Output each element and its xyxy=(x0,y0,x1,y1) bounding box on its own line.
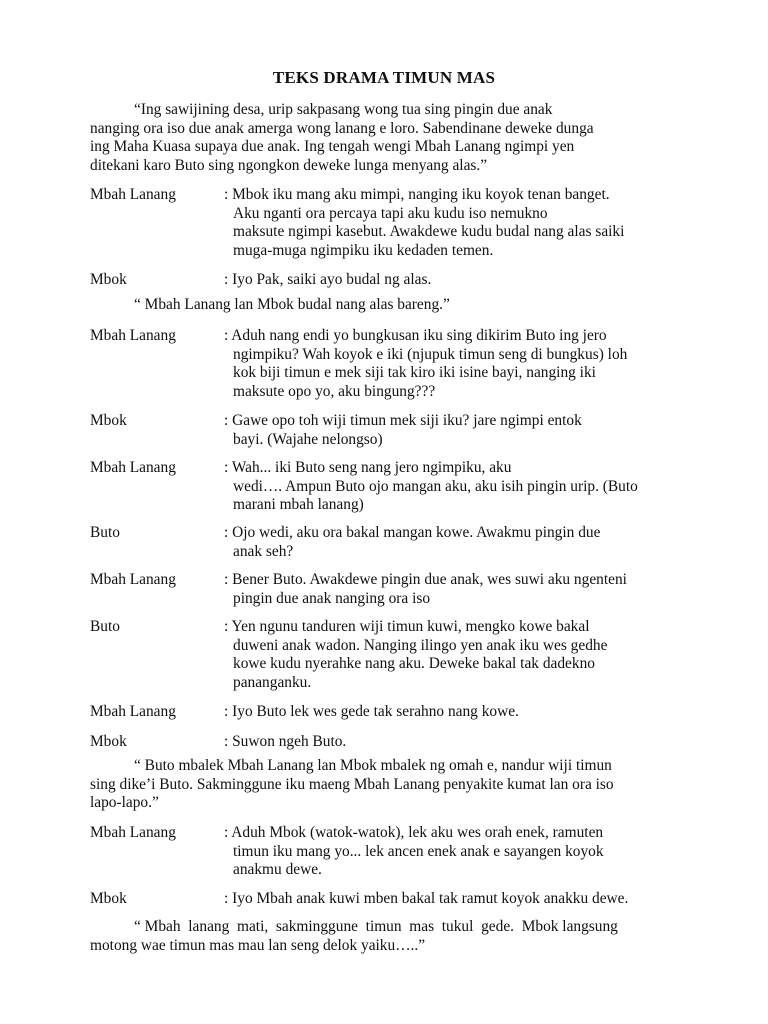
dialog-line: pananganku. xyxy=(233,673,312,691)
dialog-line: : Gawe opo toh wiji timun mek siji iku? jare ngimpi entok xyxy=(224,412,582,429)
speaker-name: Mbah Lanang xyxy=(90,327,176,344)
dialog-text xyxy=(224,890,700,909)
dialog-line: : Aduh nang endi yo bungkusan iku sing dikirim Buto ing jero xyxy=(224,327,607,344)
dialog-text xyxy=(224,412,700,449)
narration-block xyxy=(90,101,697,175)
narration-line: “Ing sawijining desa, urip sakpasang wong tua sing pingin due anak xyxy=(134,101,553,118)
speaker-name: Mbah Lanang xyxy=(90,824,176,841)
dialog-line: : Iyo Mbah anak kuwi mben bakal tak ramut koyok anakku dewe. xyxy=(224,890,629,907)
speaker-name: Mbah Lanang xyxy=(90,459,176,476)
dialog-entry xyxy=(90,459,700,515)
narration-block xyxy=(90,296,697,315)
dialog-text xyxy=(224,703,700,722)
narration-block xyxy=(90,757,697,813)
dialog-line: anakmu dewe. xyxy=(233,861,322,879)
dialog-line: : Suwon ngeh Buto. xyxy=(224,733,347,750)
speaker-name: Mbah Lanang xyxy=(90,703,176,720)
dialog-line: anak seh? xyxy=(233,542,294,560)
dialog-text xyxy=(224,824,700,880)
speaker-name: Mbok xyxy=(90,412,127,429)
dialog-line: duweni anak wadon. Nanging ilingo yen anak iku wes gedhe xyxy=(233,636,608,654)
narration-line: sing dike’i Buto. Sakminggune iku maeng Mbah Lanang penyakite kumat lan ora iso xyxy=(90,775,614,793)
dialog-text xyxy=(224,733,700,752)
dialog-entry xyxy=(90,890,700,909)
dialog-entry xyxy=(90,186,700,260)
speaker-name: Mbok xyxy=(90,733,127,750)
dialog-line: kowe kudu nyerahke nang aku. Deweke bakal tak dadekno xyxy=(233,655,595,673)
narration-line: “ Mbah Lanang lan Mbok budal nang alas bareng.” xyxy=(134,296,450,313)
speaker-name: Buto xyxy=(90,618,120,635)
dialog-line: bayi. (Wajahe nelongso) xyxy=(233,430,383,448)
dialog-text xyxy=(224,327,700,401)
dialog-entry xyxy=(90,703,700,722)
dialog-line: : Bener Buto. Awakdewe pingin due anak, wes suwi aku ngenteni xyxy=(224,571,627,588)
dialog-line: ngimpiku? Wah koyok e iki (njupuk timun seng di bungkus) loh xyxy=(233,345,628,363)
narration-line: ing Maha Kuasa supaya due anak. Ing tengah wengi Mbah Lanang ngimpi yen xyxy=(90,138,575,156)
dialog-entry xyxy=(90,327,700,401)
dialog-line: : Wah... iki Buto seng nang jero ngimpiku, aku xyxy=(224,459,512,476)
speaker-name: Mbah Lanang xyxy=(90,571,176,588)
narration-line: nanging ora iso due anak amerga wong lanang e loro. Sabendinane deweke dunga xyxy=(90,119,594,137)
narration-line: “ Buto mbalek Mbah Lanang lan Mbok mbalek ng omah e, nandur wiji timun xyxy=(134,757,612,774)
dialog-text xyxy=(224,271,700,290)
dialog-text xyxy=(224,524,700,561)
dialog-entry xyxy=(90,271,700,290)
dialog-entry xyxy=(90,824,700,880)
dialog-line: : Yen ngunu tanduren wiji timun kuwi, mengko kowe bakal xyxy=(224,618,590,635)
dialog-line: timun iku mang yo... lek ancen enek anak e sayangen koyok xyxy=(233,842,604,860)
narration-line: lapo-lapo.” xyxy=(90,794,159,812)
speaker-name: Mbok xyxy=(90,890,127,907)
dialog-line: muga-muga ngimpiku iku kedaden temen. xyxy=(233,241,494,259)
dialog-line: : Ojo wedi, aku ora bakal mangan kowe. Awakmu pingin due xyxy=(224,524,601,541)
narration-line: “ Mbah lanang mati, sakminggune timun mas tukul gede. Mbok langsung xyxy=(134,918,618,935)
narration-block xyxy=(90,918,697,955)
dialog-line: : Aduh Mbok (watok-watok), lek aku wes orah enek, ramuten xyxy=(224,824,604,841)
dialog-line: wedi…. Ampun Buto ojo mangan aku, aku isih pingin urip. (Buto xyxy=(233,477,638,495)
speaker-name: Buto xyxy=(90,524,120,541)
dialog-line: maksute opo yo, aku bingung??? xyxy=(233,382,436,400)
dialog-line: Aku nganti ora percaya tapi aku kudu iso nemukno xyxy=(233,204,548,222)
speaker-name: Mbok xyxy=(90,271,127,288)
dialog-entry xyxy=(90,571,700,608)
dialog-line: : Iyo Buto lek wes gede tak serahno nang kowe. xyxy=(224,703,519,720)
dialog-line: marani mbah lanang) xyxy=(233,496,364,514)
dialog-entry xyxy=(90,524,700,561)
dialog-line: kok biji timun e mek siji tak kiro iki isine bayi, nanging iki xyxy=(233,364,596,382)
dialog-text xyxy=(224,186,700,260)
narration-line: ditekani karo Buto sing ngongkon deweke lunga menyang alas.” xyxy=(90,156,488,174)
dialog-text xyxy=(224,459,700,515)
narration-line: motong wae timun mas mau lan seng delok yaiku…..” xyxy=(90,936,426,954)
dialog-line: pingin due anak nanging ora iso xyxy=(233,589,431,607)
dialog-text xyxy=(224,571,700,608)
dialog-entry xyxy=(90,618,700,692)
dialog-line: maksute ngimpi kasebut. Awakdewe kudu budal nang alas saiki xyxy=(233,223,625,241)
dialog-line: : Mbok iku mang aku mimpi, nanging iku koyok tenan banget. xyxy=(224,186,610,203)
dialog-text xyxy=(224,618,700,692)
dialog-line: : Iyo Pak, saiki ayo budal ng alas. xyxy=(224,271,432,288)
document-title: TEKS DRAMA TIMUN MAS xyxy=(272,68,496,87)
speaker-name: Mbah Lanang xyxy=(90,186,176,203)
dialog-entry xyxy=(90,733,700,752)
dialog-entry xyxy=(90,412,700,449)
